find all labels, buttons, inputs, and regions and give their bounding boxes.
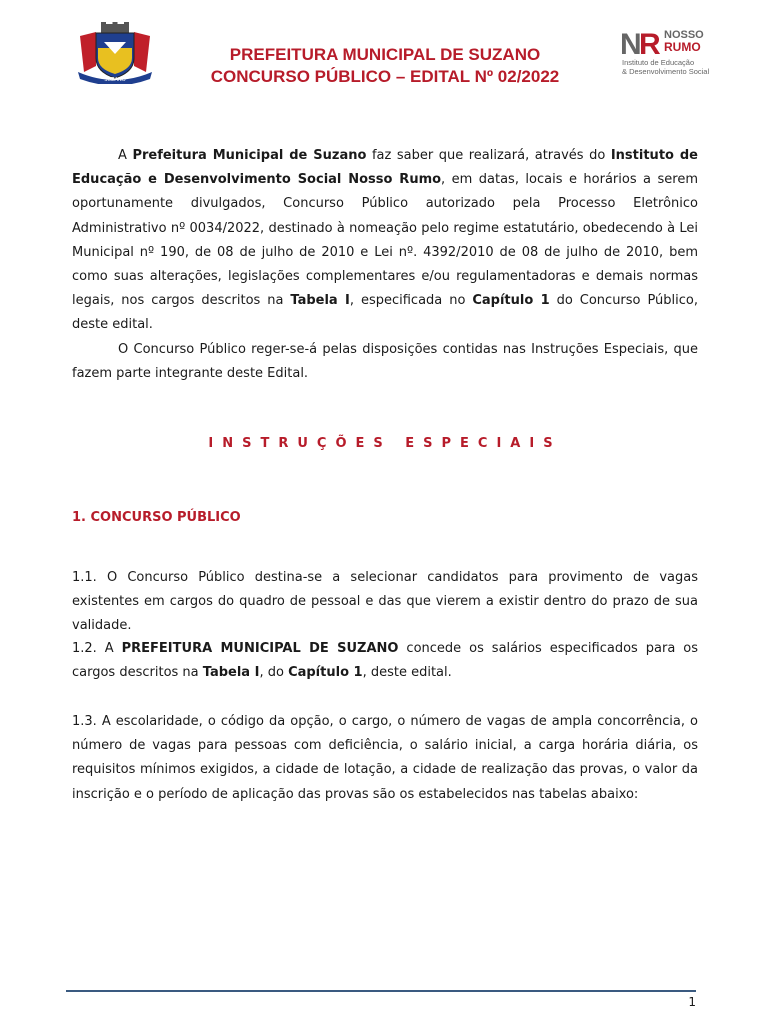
intro-paragraph-1: A Prefeitura Municipal de Suzano faz saber que realizará, através do Instituto de Educação e Desenvolvimento Social Nosso Rumo, em datas, locais e horários a serem oportunamente divulgados, Concurso Público autorizado pela Processo Eletrônico Administrativo nº 0034/2022, destinado à nomeação pelo regime estatutário, obedecendo à Lei Municipal nº 190, de 08 de julho de 2010 e Lei nº. 4392/2010 de 08 de julho de 2010, bem como suas alterações, legislações complementares e/ou regulamentadoras e demais normas legais, nos cargos descritos na Tabela I, especificada no Capítulo 1 do Concurso Público, deste edital. bbox=[72, 148, 699, 333]
logo-word-rumo: RUMO bbox=[664, 40, 701, 54]
logo-n-letter: N bbox=[620, 28, 642, 61]
item-1-2: 1.2. A PREFEITURA MUNICIPAL DE SUZANO concede os salários especificados para os cargos descritos na Tabela I, do Capítulo 1, deste edital. bbox=[72, 641, 698, 681]
document-title-line1: PREFEITURA MUNICIPAL DE SUZANO bbox=[229, 45, 541, 64]
logo-caption-line1: Instituto de Educação bbox=[622, 58, 695, 67]
item-1-1: 1.1. O Concurso Público destina-se a selecionar candidatos para provimento de vagas existentes em cargos do quadro de pessoal e das que vierem a existir dentro do prazo de sua validade. bbox=[72, 570, 698, 634]
logo-caption bbox=[622, 58, 709, 76]
document-title-line2: CONCURSO PÚBLICO – EDITAL Nº 02/2022 bbox=[210, 67, 560, 86]
section-1-title: 1. CONCURSO PÚBLICO bbox=[72, 510, 241, 525]
page-number: 1 bbox=[688, 995, 696, 1009]
instructions-heading: INSTRUÇÕES ESPECIAIS bbox=[208, 436, 562, 451]
logo-word-nosso: NOSSO bbox=[664, 29, 704, 41]
item-1-3: 1.3. A escolaridade, o código da opção, o cargo, o número de vagas de ampla concorrência, o número de vagas para pessoas com deficiência, o salário inicial, a carga horária diária, os requisitos mínimos exigidos, a cidade de lotação, a cidade de realização das provas, o valor da inscrição e o período de aplicação das provas são os estabelecidos nas tabelas abaixo: bbox=[72, 714, 698, 802]
logo-caption-line2: & Desenvolvimento Social bbox=[622, 67, 710, 76]
municipal-crest-logo bbox=[74, 22, 156, 84]
logo-r-letter: R bbox=[639, 28, 661, 61]
footer-divider bbox=[66, 990, 696, 992]
crest-ribbon-text: SUZANO bbox=[104, 77, 126, 83]
intro-paragraph-2: O Concurso Público reger-se-á pelas disposições contidas nas Instruções Especiais, que fazem parte integrante deste Edital. bbox=[72, 342, 698, 382]
